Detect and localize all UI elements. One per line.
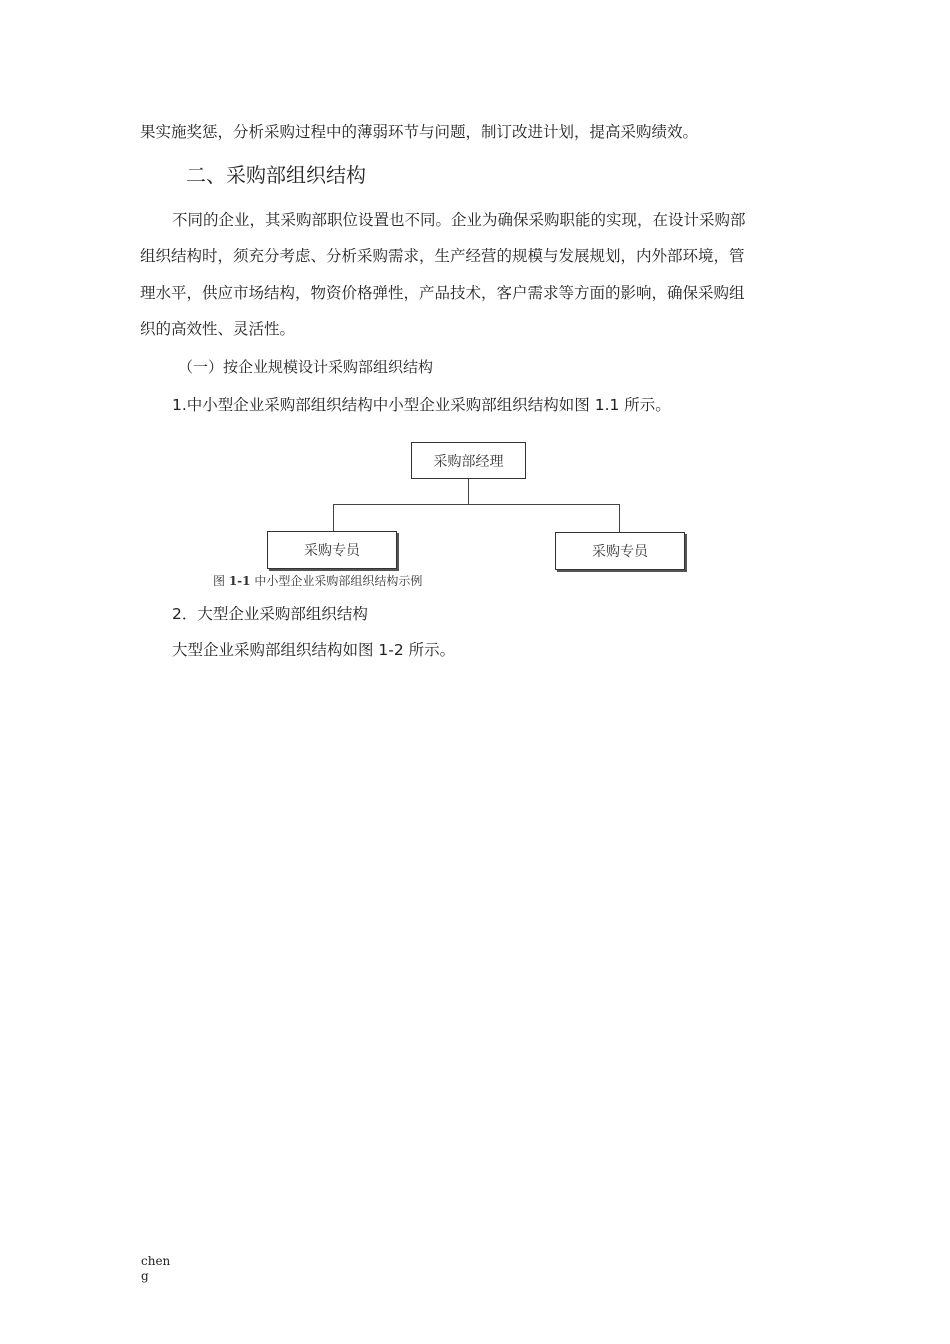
item-2: 2．大型企业采购部组织结构 — [172, 605, 368, 623]
caption-prefix: 图 — [213, 574, 229, 588]
connector-left — [333, 504, 334, 532]
staff-box-right: 采购专员 — [555, 532, 685, 570]
item-1: 1.中小型企业采购部组织结构中小型企业采购部组织结构如图 1.1 所示。 — [172, 396, 671, 414]
item-2-text: 大型企业采购部组织结构如图 1-2 所示。 — [172, 641, 456, 659]
subheading: （一）按企业规模设计采购部组织结构 — [178, 358, 434, 376]
connector-horizontal — [333, 504, 620, 505]
footer-line-1: chen — [141, 1254, 171, 1268]
paragraph-line-3: 理水平，供应市场结构，物资价格弹性，产品技术，客户需求等方面的影响，确保采购组 — [140, 284, 745, 302]
figure-caption — [213, 572, 422, 589]
caption-text: 中小型企业采购部组织结构示例 — [250, 574, 423, 588]
paragraph-line-4: 织的高效性、灵活性。 — [140, 320, 296, 338]
section-heading: 二、采购部组织结构 — [186, 163, 366, 187]
caption-number: 1-1 — [228, 574, 251, 588]
manager-box: 采购部经理 — [411, 442, 526, 479]
paragraph-continuation: 果实施奖惩，分析采购过程中的薄弱环节与问题，制订改进计划，提高采购绩效。 — [140, 123, 699, 141]
staff-box-left: 采购专员 — [267, 531, 397, 569]
paragraph-line-2: 组织结构时，须充分考虑、分析采购需求，生产经营的规模与发展规划，内外部环境，管 — [140, 247, 745, 265]
footer-text — [141, 1254, 170, 1284]
footer-line-2: g — [141, 1269, 149, 1283]
connector-right — [619, 504, 620, 532]
paragraph-line-1: 不同的企业，其采购部职位设置也不同。企业为确保采购职能的实现，在设计采购部 — [172, 211, 746, 229]
connector-vertical-top — [468, 479, 469, 504]
